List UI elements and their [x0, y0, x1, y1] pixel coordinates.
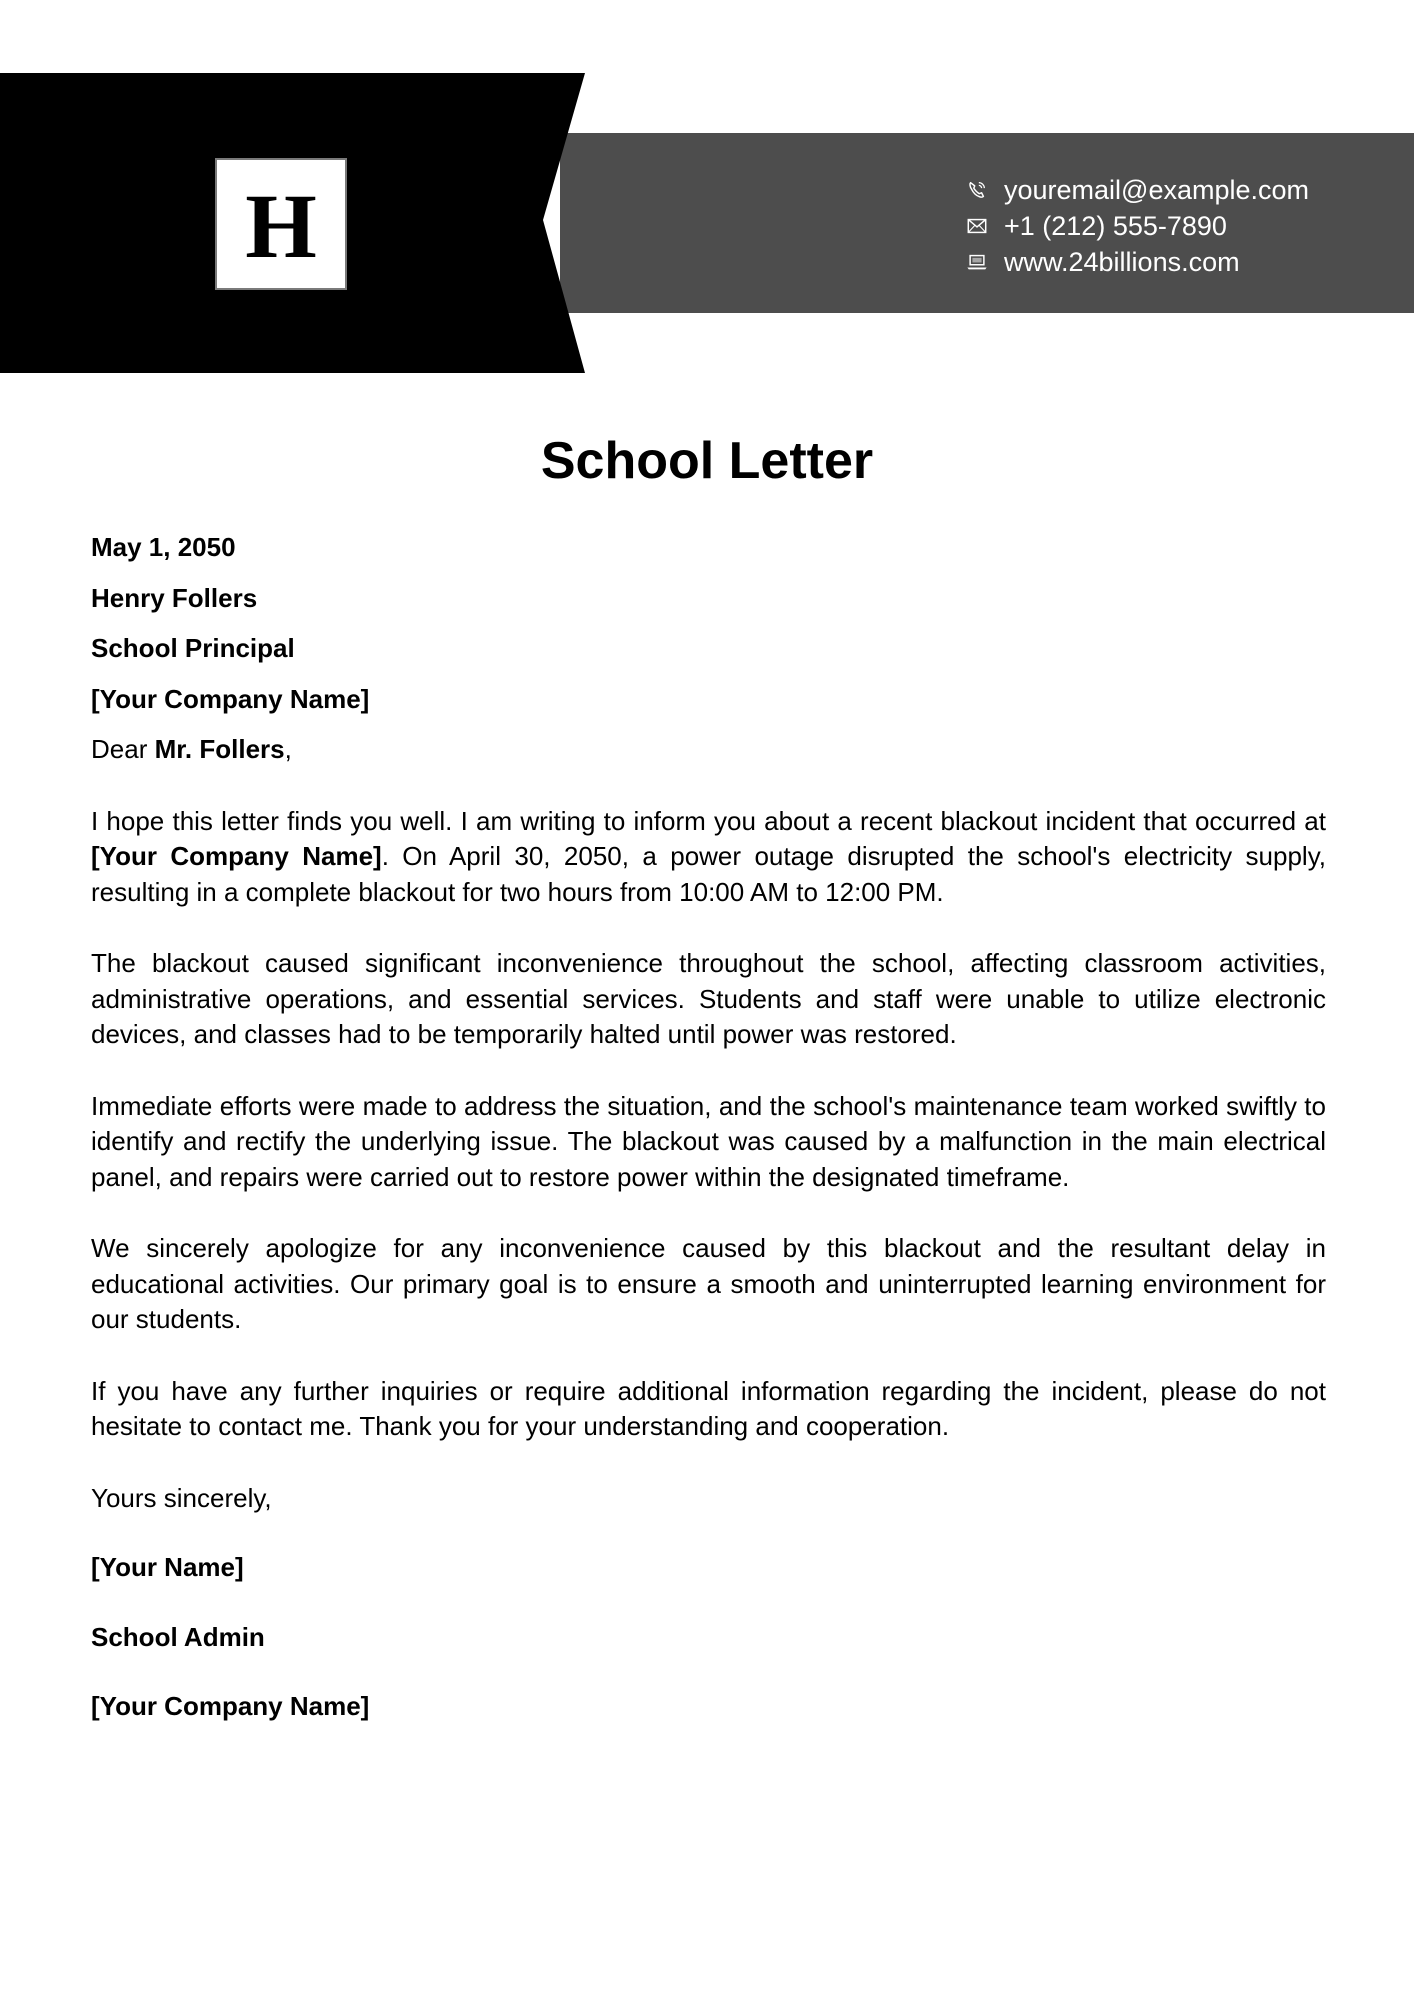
- paragraph-3: Immediate efforts were made to address the situation, and the school's maintenance team worked swiftly to identify and rectify the underlying issue. The blackout was caused by a malfunction in the main electrical panel, and repairs were carried out to restore power within the designated timeframe.: [91, 1090, 1326, 1192]
- signature-position: School Admin: [91, 1621, 265, 1652]
- signature-name: [Your Name]: [91, 1552, 244, 1582]
- paragraph-1-company: [Your Company Name]: [91, 841, 382, 871]
- website-text: www.24billions.com: [1004, 246, 1240, 277]
- paragraph-2: The blackout caused significant inconvenience throughout the school, affecting classroom activities, administrative operations, and essential services. Students and staff were unable to utilize electronic devices, and classes had to be temporarily halted until power was restored.: [91, 948, 1326, 1049]
- page-title: School Letter: [540, 432, 874, 490]
- letter-body: [91, 530, 1326, 1759]
- recipient-position: School Principal: [91, 633, 295, 663]
- phone-text: +1 (212) 555-7890: [1004, 210, 1227, 241]
- salutation-prefix: Dear: [91, 734, 155, 764]
- contact-email: [966, 172, 1309, 208]
- phone-icon: [966, 179, 988, 201]
- recipient-name: Henry Follers: [91, 582, 258, 613]
- contact-website: [966, 244, 1309, 280]
- paragraph-1-b: . On April 30, 2050, a power outage disrupted the school's electricity supply, resulting in a complete blackout for two hours from 10:00 AM to 12:00 PM.: [91, 841, 1326, 907]
- signature-company: [Your Company Name]: [91, 1691, 370, 1721]
- salutation: [91, 732, 1326, 768]
- salutation-name: Mr. Follers: [154, 734, 285, 764]
- paragraph-1: [91, 804, 1326, 911]
- laptop-icon: [966, 251, 988, 273]
- paragraph-1-a: I hope this letter finds you well. I am writing to inform you about a recent blackout incident that occurred at: [91, 805, 1326, 836]
- logo: [215, 158, 347, 290]
- paragraph-4: We sincerely apologize for any inconvenience caused by this blackout and the resultant delay in educational activities. Our primary goal is to ensure a smooth and uninterrupted learning environment for our students.: [91, 1233, 1326, 1334]
- paragraph-5: If you have any further inquiries or require additional information regarding the incident, please do not hesitate to contact me. Thank you for your understanding and cooperation.: [91, 1375, 1326, 1441]
- contact-info: [966, 172, 1309, 280]
- salutation-suffix: ,: [284, 734, 292, 764]
- contact-phone: [966, 208, 1309, 244]
- logo-letter: H: [245, 175, 317, 277]
- envelope-icon: [966, 215, 988, 237]
- closing: Yours sincerely,: [91, 1482, 272, 1513]
- email-text: youremail@example.com: [1004, 174, 1310, 205]
- letter-date: May 1, 2050: [91, 532, 236, 562]
- recipient-company: [Your Company Name]: [91, 683, 370, 714]
